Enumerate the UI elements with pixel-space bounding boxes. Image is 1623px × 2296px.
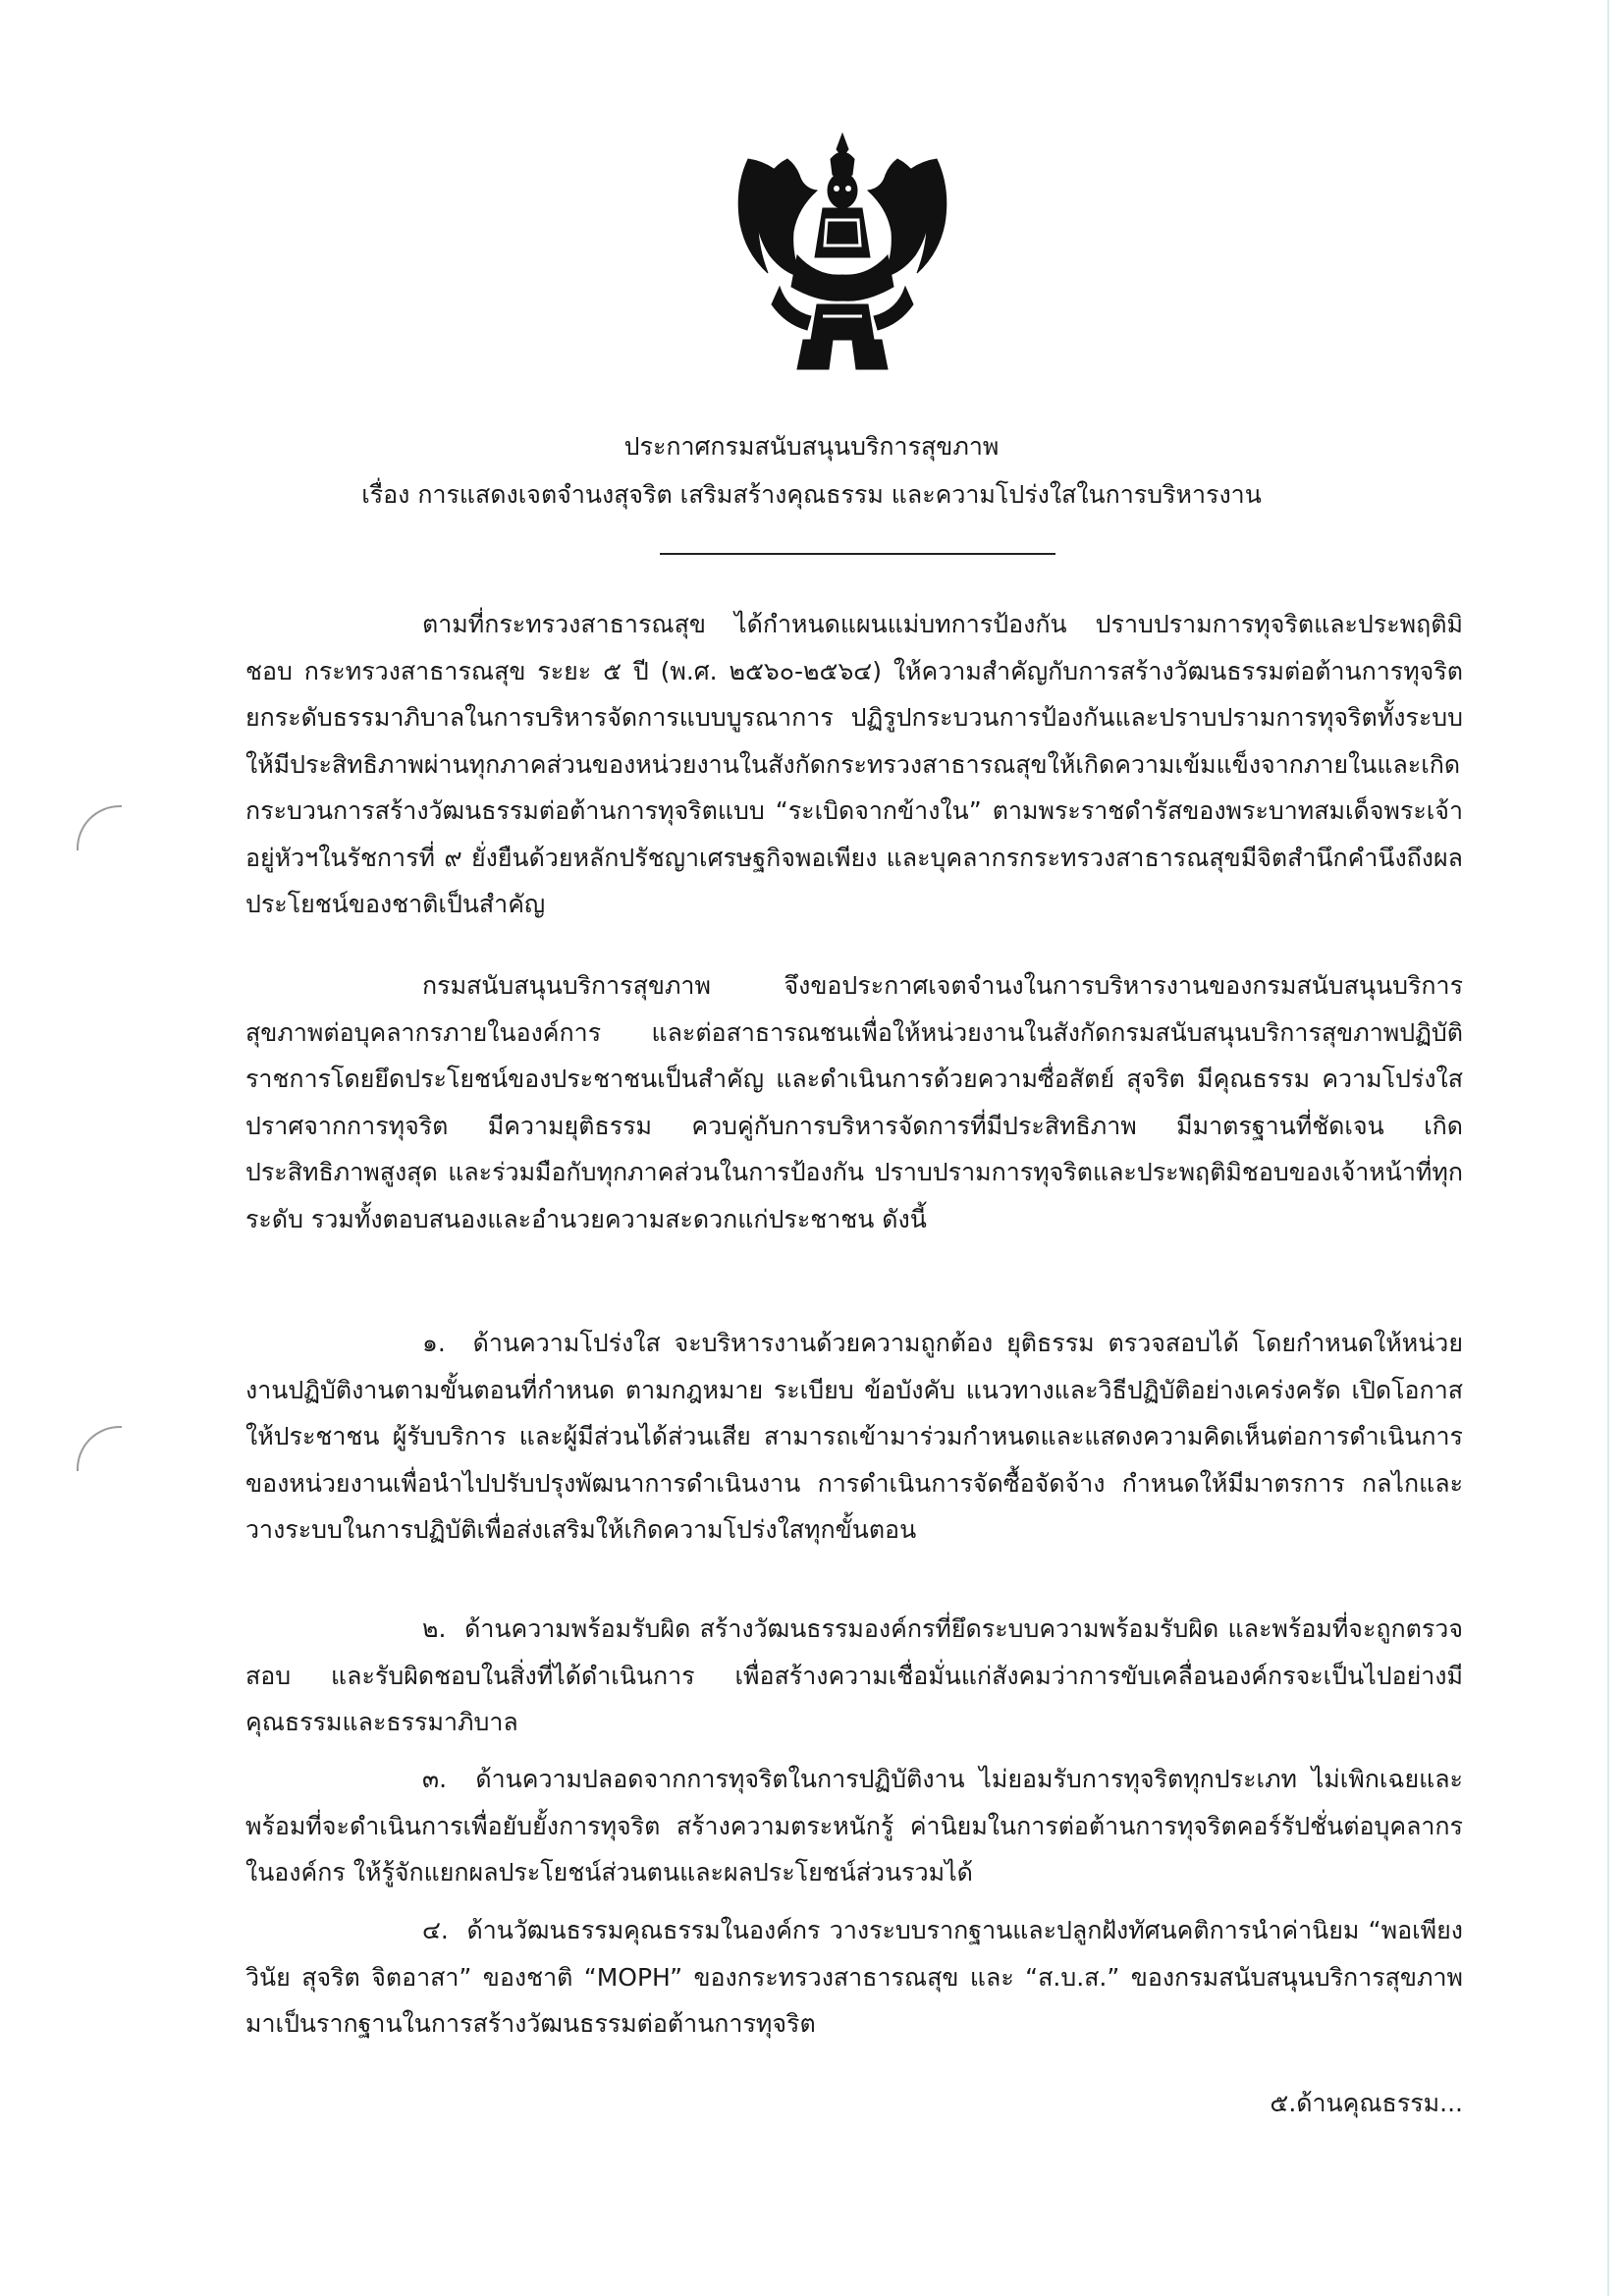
intro-paragraph: ตามที่กระทรวงสาธารณสุข ได้กำหนดแผนแม่บทการป้องกัน ปราบปรามการทุจริตและประพฤติมิชอบ กระทรวงสาธารณสุข ระยะ ๕ ปี (พ.ศ. ๒๕๖๐-๒๕๖๔) ให้ความสำคัญกับการสร้างวัฒนธรรมต่อต้านการทุจริต ยกระดับธรรมาภิบาลในการบริหารจัดการแบบบูรณาการ ปฏิรูปกระบวนการป้องกันและปราบปรามการทุจริตทั้งระบบให้มีประสิทธิภาพผ่านทุกภาคส่วนของหน่วยงานในสังกัดกระทรวงสาธารณสุขให้เกิดความเข้มแข็งจากภายในและเกิดกระบวนการสร้างวัฒนธรรมต่อต้านการทุจริตแบบ “ระเบิดจากข้างใน” ตามพระราชดำรัสของพระบาทสมเด็จพระเจ้าอยู่หัวฯในรัชการที่ ๙ ยั่งยืนด้วยหลักปรัชญาเศรษฐกิจพอเพียง และบุคลากรกระทรวงสาธารณสุขมีจิตสำนึกคำนึงถึงผลประโยชน์ของชาติเป็นสำคัญ [245, 610, 1463, 918]
garuda-emblem [729, 130, 956, 375]
item-text: ด้านความโปร่งใส จะบริหารงานด้วยความถูกต้อง ยุติธรรม ตรวจสอบได้ โดยกำหนดให้หน่วยงานปฏิบัติงานตามขั้นตอนที่กำหนด ตามกฎหมาย ระเบียบ ข้อบังคับ แนวทางและวิธีปฏิบัติอย่างเคร่งครัด เปิดโอกาสให้ประชาชน ผู้รับบริการ และผู้มีส่วนได้ส่วนเสีย สามารถเข้ามาร่วมกำหนดและแสดงความคิดเห็นต่อการดำเนินการของหน่วยงานเพื่อนำไปปรับปรุงพัฒนาการดำเนินงาน การดำเนินการจัดซื้อจัดจ้าง กำหนดให้มีมาตรการ กลไกและวางระบบในการปฏิบัติเพื่อส่งเสริมให้เกิดความโปร่งใสทุกขั้นตอน [245, 1329, 1463, 1544]
punch-hole-mark [77, 805, 122, 850]
item-number: ๑. [422, 1329, 446, 1357]
item-number: ๒. [422, 1614, 447, 1643]
item-corruption-free [245, 1756, 1463, 1896]
announcement-title: ประกาศกรมสนับสนุนบริการสุขภาพ [623, 432, 1000, 461]
punch-hole-mark [77, 1426, 122, 1471]
item-accountability [245, 1606, 1463, 1746]
title-divider [660, 553, 1055, 555]
item-transparency [245, 1320, 1463, 1554]
item-number: ๔. [422, 1916, 449, 1944]
item-integrity-culture [245, 1907, 1463, 2048]
announcement-subject: เรื่อง การแสดงเจตจำนงสุจริต เสริมสร้างคุณธรรม และความโปร่งใสในการบริหารงาน [361, 480, 1262, 509]
item-number: ๓. [422, 1765, 448, 1793]
declaration-paragraph: กรมสนับสนุนบริการสุขภาพ จึงขอประกาศเจตจำนงในการบริหารงานของกรมสนับสนุนบริการสุขภาพต่อบุคลากรภายในองค์การ และต่อสาธารณชนเพื่อให้หน่วยงานในสังกัดกรมสนับสนุนบริการสุขภาพปฏิบัติราชการโดยยึดประโยชน์ของประชาชนเป็นสำคัญ และดำเนินการด้วยความซื่อสัตย์ สุจริต มีคุณธรรม ความโปร่งใส ปราศจากการทุจริต มีความยุติธรรม ควบคู่กับการบริหารจัดการที่มีประสิทธิภาพ มีมาตรฐานที่ชัดเจน เกิดประสิทธิภาพสูงสุด และร่วมมือกับทุกภาคส่วนในการป้องกัน ปราบปรามการทุจริตและประพฤติมิชอบของเจ้าหน้าที่ทุกระดับ รวมทั้งตอบสนองและอำนวยความสะดวกแก่ประชาชน ดังนี้ [245, 971, 1463, 1233]
item-text: ด้านความปลอดจากการทุจริตในการปฏิบัติงาน ไม่ยอมรับการทุจริตทุกประเภท ไม่เพิกเฉยและพร้อมที่จะดำเนินการเพื่อยับยั้งการทุจริต สร้างความตระหนักรู้ ค่านิยมในการต่อต้านการทุจริตคอร์รัปชั่นต่อบุคลากรในองค์กร ให้รู้จักแยกผลประโยชน์ส่วนตนและผลประโยชน์ส่วนรวมได้ [245, 1765, 1463, 1886]
scan-edge-line [1607, 0, 1609, 2296]
item-text: ด้านวัฒนธรรมคุณธรรมในองค์กร วางระบบรากฐานและปลูกฝังทัศนคติการนำค่านิยม “พอเพียง วินัย สุจริต จิตอาสา” ของชาติ “MOPH” ของกระทรวงสาธารณสุข และ “ส.บ.ส.” ของกรมสนับสนุนบริการสุขภาพ มาเป็นรากฐานในการสร้างวัฒนธรรมต่อต้านการทุจริต [245, 1916, 1463, 2038]
continuation-note: ๕.ด้านคุณธรรม... [1270, 2089, 1463, 2117]
item-text: ด้านความพร้อมรับผิด สร้างวัฒนธรรมองค์กรที่ยึดระบบความพร้อมรับผิด และพร้อมที่จะถูกตรวจสอบ และรับผิดชอบในสิ่งที่ได้ดำเนินการ เพื่อสร้างความเชื่อมั่นแก่สังคมว่าการขับเคลื่อนองค์กรจะเป็นไปอย่างมีคุณธรรมและธรรมาภิบาล [245, 1614, 1463, 1736]
